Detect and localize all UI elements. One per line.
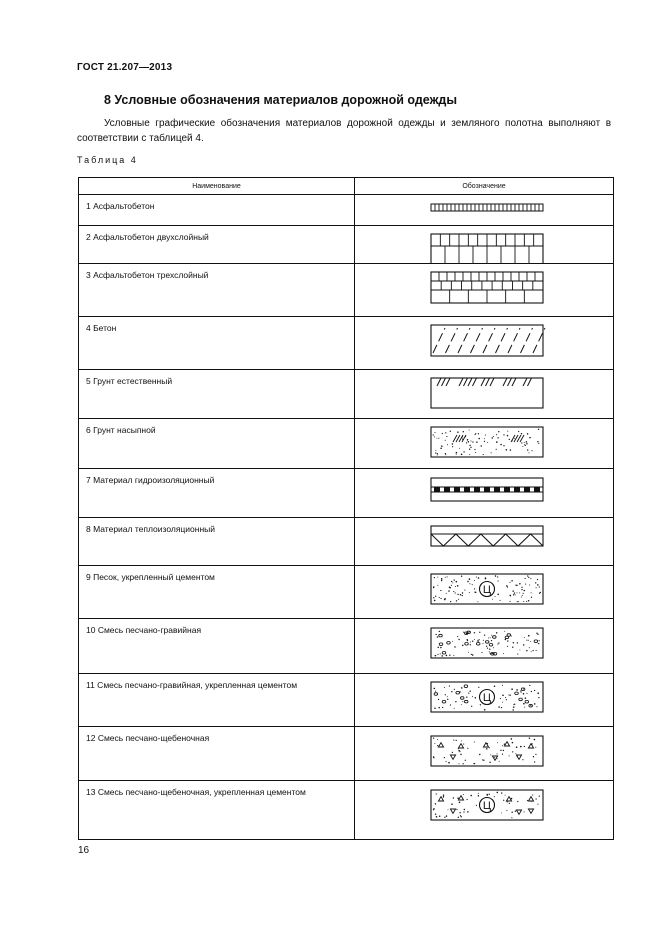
table-row [79, 518, 614, 566]
table-caption: Таблица 4 [77, 155, 138, 165]
cement-sand-crushed-stone-symbol [355, 781, 614, 839]
material-name: 3 Асфальтобетон трехслойный [79, 264, 355, 317]
material-name: 12 Смесь песчано-щебеночная [79, 727, 355, 781]
material-name: 4 Бетон [79, 317, 355, 370]
natural-soil-symbol [355, 370, 614, 418]
svg-text:Ц: Ц [482, 692, 492, 704]
material-symbol-cell [355, 226, 614, 264]
page-number: 16 [78, 845, 90, 856]
column-header-symbol: Обозначение [355, 178, 614, 195]
sand-gravel-symbol [355, 619, 614, 673]
material-symbol-cell [355, 317, 614, 370]
thermal-insulation-symbol [355, 518, 614, 565]
asphalt-concrete-symbol [355, 195, 614, 225]
intro-paragraph: Условные графические обозначения материалов дорожной одежды и земляного полотна выполняют в соответствии с таблицей 4. [77, 118, 611, 144]
table-row [79, 469, 614, 518]
material-name: 13 Смесь песчано-щебеночная, укрепленная цементом [79, 781, 355, 840]
waterproofing-symbol [355, 469, 614, 517]
table-row [79, 317, 614, 370]
table-row [79, 674, 614, 727]
material-name: 8 Материал теплоизоляционный [79, 518, 355, 566]
svg-text:Ц: Ц [482, 584, 492, 596]
material-symbol-cell [355, 727, 614, 781]
fill-soil-symbol [355, 419, 614, 468]
material-name: 9 Песок, укрепленный цементом [79, 566, 355, 619]
table-row [79, 781, 614, 840]
concrete-hatch-symbol [355, 317, 614, 369]
table-row [79, 370, 614, 419]
material-name: 5 Грунт естественный [79, 370, 355, 419]
material-symbol-cell [355, 469, 614, 518]
table-row [79, 727, 614, 781]
section-title: 8 Условные обозначения материалов дорожной одежды [104, 93, 458, 107]
material-name: 6 Грунт насыпной [79, 419, 355, 469]
material-symbol-cell [355, 674, 614, 727]
material-name: 2 Асфальтобетон двухслойный [79, 226, 355, 264]
material-symbol-cell [355, 419, 614, 469]
column-header-name: Наименование [79, 178, 355, 195]
sand-crushed-stone-symbol [355, 727, 614, 780]
asphalt-three-layer-symbol [355, 264, 614, 316]
material-name: 11 Смесь песчано-гравийная, укрепленная цементом [79, 674, 355, 727]
material-name: 1 Асфальтобетон [79, 195, 355, 226]
material-symbol-cell [355, 518, 614, 566]
svg-text:Ц: Ц [482, 800, 492, 812]
material-symbol-cell [355, 370, 614, 419]
material-symbol-cell [355, 566, 614, 619]
table-row [79, 419, 614, 469]
material-symbol-cell [355, 619, 614, 674]
cement-sand-gravel-symbol [355, 674, 614, 726]
material-symbol-cell [355, 781, 614, 840]
table-row [79, 226, 614, 264]
material-name: 7 Материал гидроизоляционный [79, 469, 355, 518]
table-row [79, 619, 614, 674]
document-code: ГОСТ 21.207—2013 [77, 62, 173, 73]
table-row [79, 566, 614, 619]
material-symbol-cell [355, 264, 614, 317]
table-header-row [79, 178, 614, 195]
table-row [79, 195, 614, 226]
symbols-table [78, 177, 614, 840]
material-symbol-cell [355, 195, 614, 226]
asphalt-two-layer-symbol [355, 226, 614, 263]
material-name: 10 Смесь песчано-гравийная [79, 619, 355, 674]
table-row [79, 264, 614, 317]
cement-sand-symbol [355, 566, 614, 618]
